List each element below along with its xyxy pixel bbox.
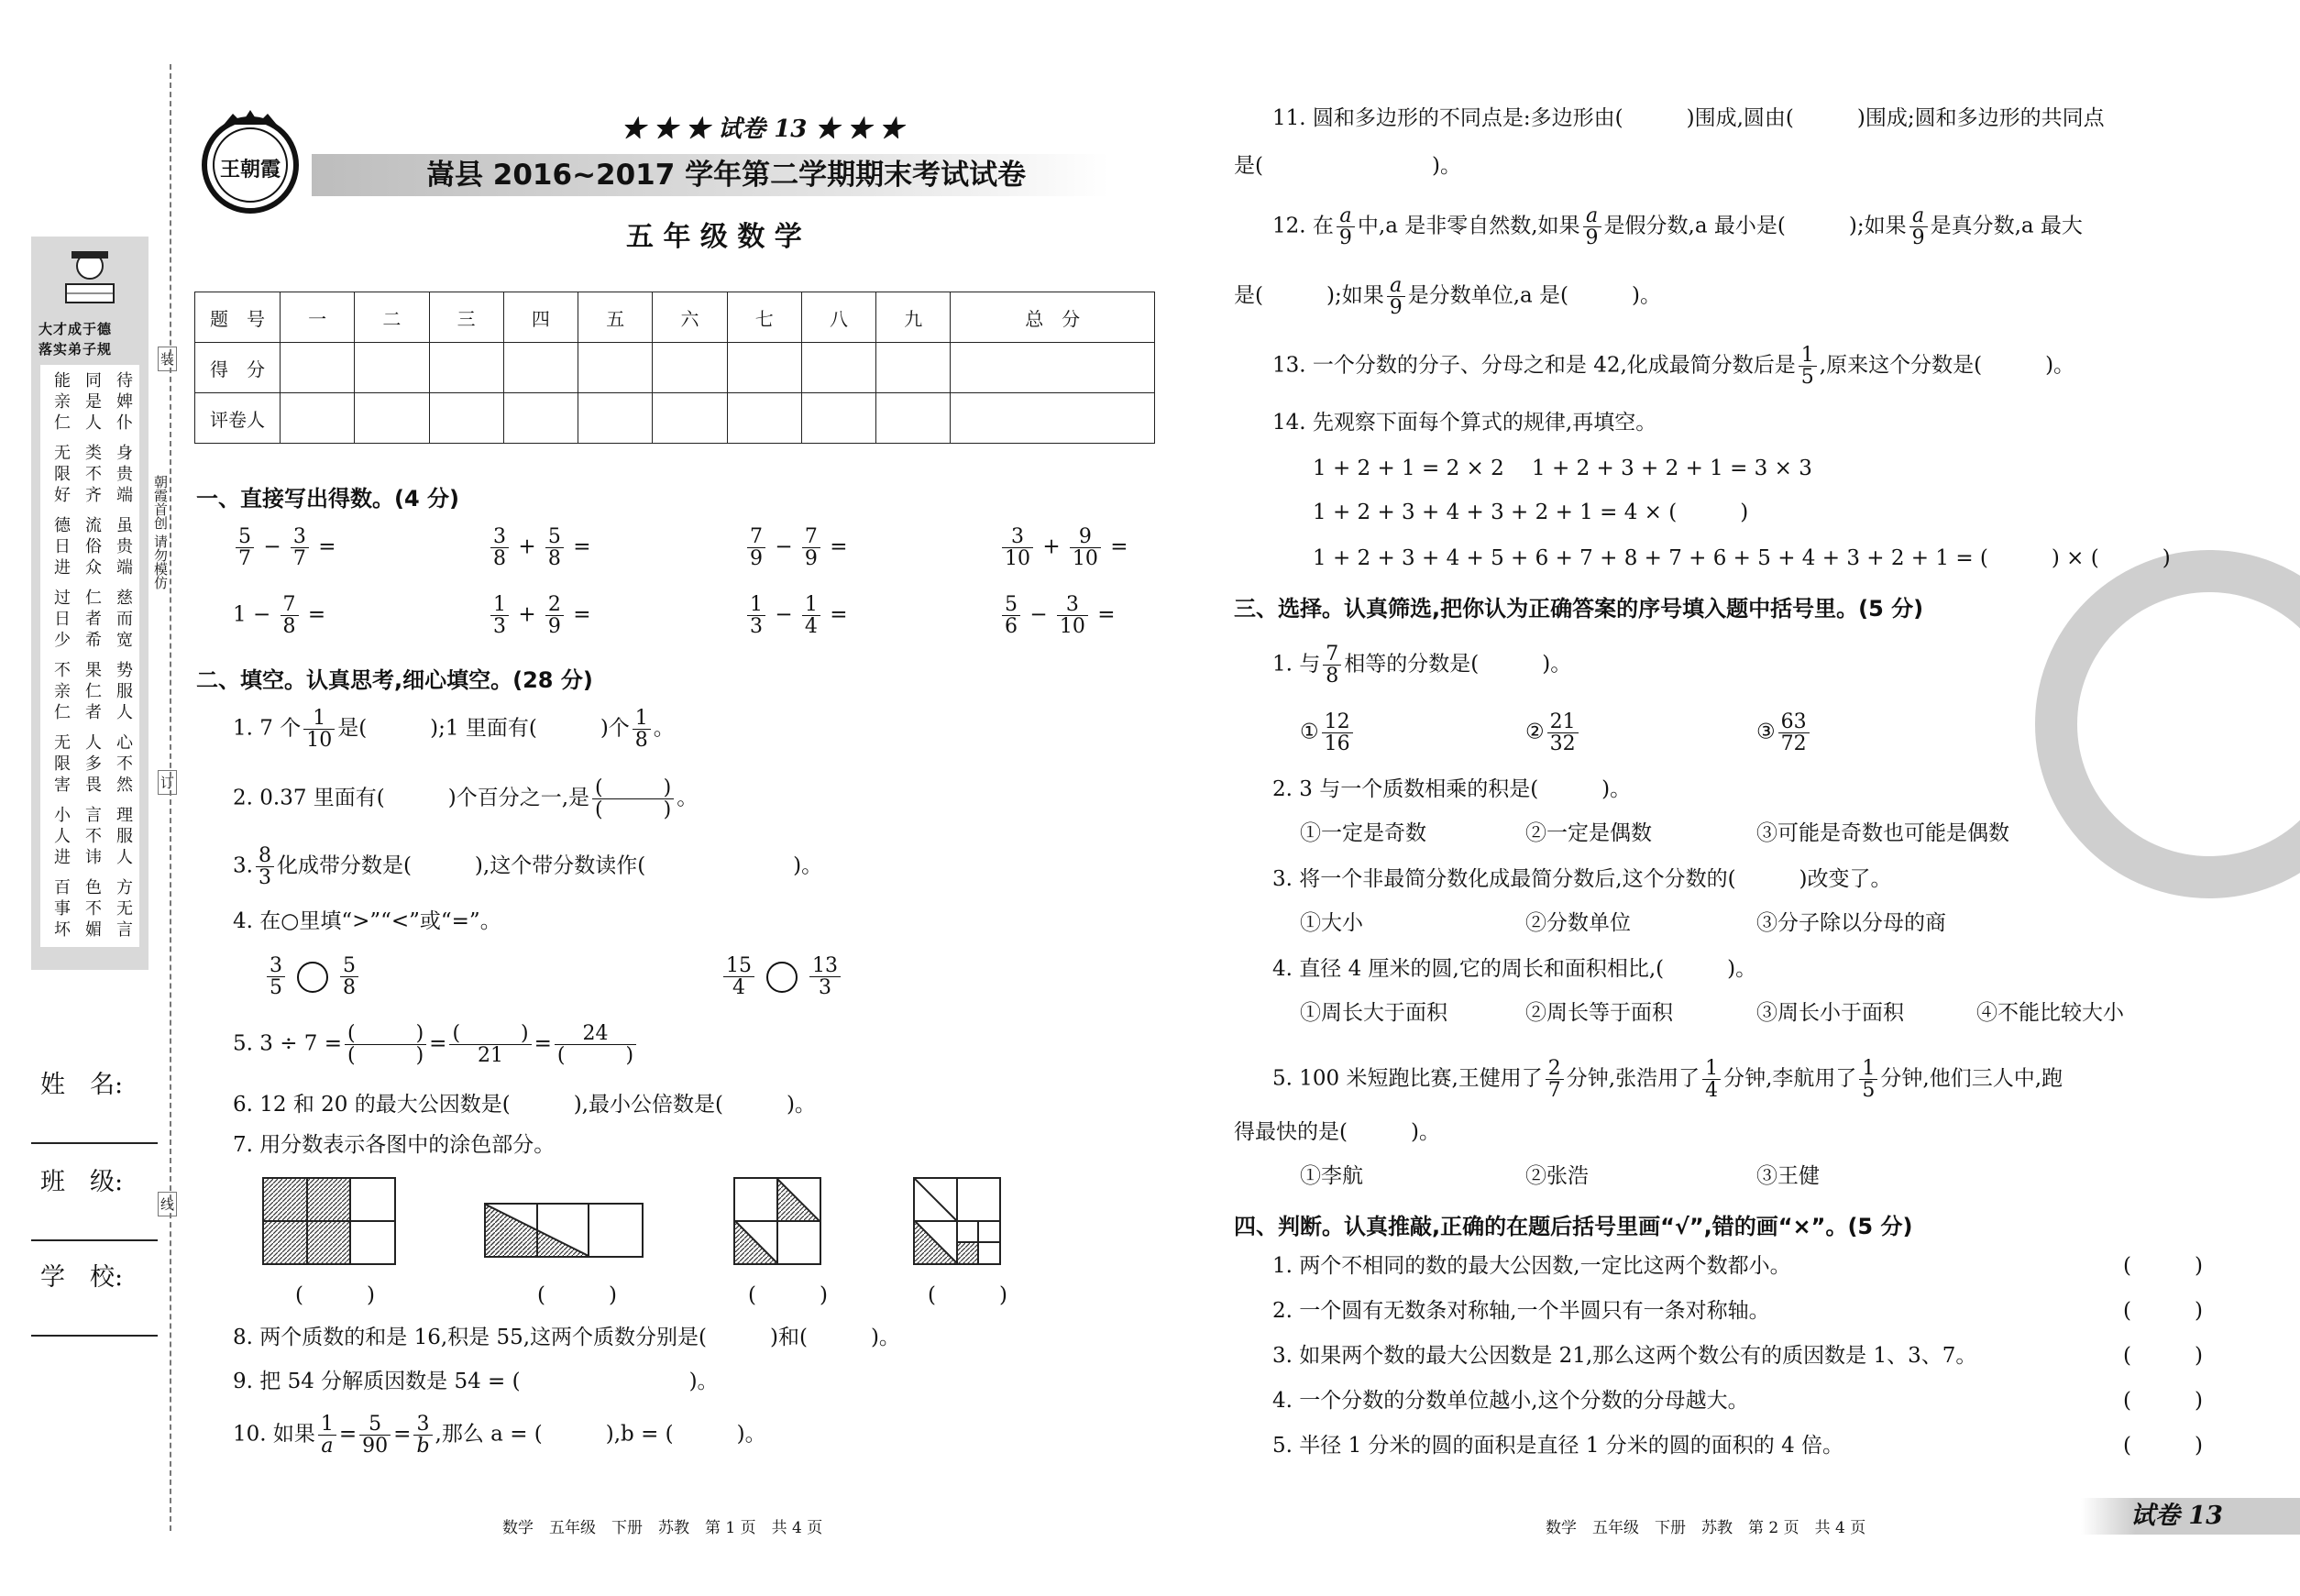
arithmetic-item: $\frac{7}{9}$ − $\frac{7}{9}$ = bbox=[744, 526, 848, 569]
q3-4-option-3[interactable]: ③周长小于面积 bbox=[1756, 1001, 1904, 1025]
school-label: 学 校: bbox=[40, 1263, 124, 1292]
class-label: 班 级: bbox=[40, 1168, 124, 1196]
q2-1 bbox=[233, 708, 675, 751]
q3-5-text-d: 分钟,他们三人中,跑 bbox=[1880, 1066, 2063, 1091]
motto-line-2: 落实弟子规 bbox=[39, 341, 113, 358]
q2-1-text-c: 。 bbox=[653, 716, 675, 741]
seal-char-ding: 订 bbox=[158, 770, 177, 795]
q2-6: 6. 12 和 20 的最大公因数是( ),最小公倍数是( )。 bbox=[233, 1093, 816, 1117]
sidebar-notes: 朝霞首创 请勿模仿 bbox=[152, 475, 169, 589]
q2-10-text-a: 10. 如果 bbox=[233, 1422, 315, 1447]
judge-item: 4. 一个分数的分数单位越小,这个分数的分母越大。 bbox=[1272, 1389, 1749, 1413]
score-input-cell[interactable] bbox=[727, 343, 801, 393]
secret-watermark-icon bbox=[2035, 550, 2300, 898]
q2-7: 7. 用分数表示各图中的涂色部分。 bbox=[233, 1133, 556, 1157]
q3-2-option-1[interactable]: ①一定是奇数 bbox=[1300, 821, 1426, 845]
compare-circle[interactable] bbox=[766, 962, 798, 993]
compare-circle[interactable] bbox=[297, 962, 328, 993]
fraction: $\frac{5}{8}$ bbox=[340, 955, 358, 998]
arithmetic-item: $\frac{3}{10}$ + $\frac{9}{10}$ = bbox=[999, 526, 1128, 569]
motto-column: 无限好 bbox=[54, 444, 71, 505]
class-line[interactable] bbox=[31, 1239, 158, 1241]
arithmetic-item: $\frac{5}{6}$ − $\frac{3}{10}$ = bbox=[999, 594, 1116, 637]
motto-column: 言不讳 bbox=[85, 806, 102, 867]
q2-12-text-f: 是分数单位,a 是( )。 bbox=[1407, 283, 1661, 308]
grader-input-cell[interactable] bbox=[578, 393, 653, 444]
motto-column: 身贵端 bbox=[116, 444, 133, 505]
fraction: $\frac{8}{3}$ bbox=[256, 845, 274, 888]
motto-column: 同是人 bbox=[85, 371, 102, 433]
score-input-cell[interactable] bbox=[503, 343, 578, 393]
fraction: $\frac{7}{9}$ bbox=[747, 526, 765, 569]
q3-5-option-3[interactable]: ③王健 bbox=[1756, 1164, 1820, 1188]
score-cell: 四 bbox=[503, 292, 578, 343]
q2-13-text-b: ,原来这个分数是( )。 bbox=[1819, 353, 2075, 378]
score-cell: 五 bbox=[578, 292, 653, 343]
q3-4-option-2[interactable]: ②周长等于面积 bbox=[1525, 1001, 1673, 1025]
section3-title: 三、选择。认真筛选,把你认为正确答案的序号填入题中括号里。(5 分) bbox=[1234, 596, 1924, 622]
fraction: $\frac{1}{10}$ bbox=[303, 708, 335, 751]
section2-title: 二、填空。认真思考,细心填空。(28 分) bbox=[196, 667, 593, 693]
q2-1-text-b: 是( );1 里面有( )个 bbox=[337, 716, 630, 741]
fraction: $\frac{3}{b}$ bbox=[413, 1414, 432, 1457]
subject-title: 五 年 级 数 学 bbox=[626, 221, 802, 253]
score-cell: 七 bbox=[727, 292, 801, 343]
fraction: $\frac{1}{8}$ bbox=[633, 708, 651, 751]
grader-input-cell[interactable] bbox=[653, 393, 727, 444]
motto-column: 百事坏 bbox=[54, 878, 71, 940]
blank-fraction[interactable]: $\frac{24}{( )}$ bbox=[555, 1023, 636, 1066]
figure-rectangle-grid bbox=[262, 1177, 396, 1265]
judge-item: 2. 一个圆有无数条对称轴,一个半圆只有一条对称轴。 bbox=[1272, 1299, 1770, 1323]
motto-column: 虽贵端 bbox=[116, 516, 133, 578]
fraction: $\frac{1}{4}$ bbox=[1702, 1058, 1721, 1101]
q2-4-compare-2 bbox=[721, 955, 843, 998]
q3-5-option-1[interactable]: ①李航 bbox=[1300, 1164, 1363, 1188]
fraction: $\frac{13}{3}$ bbox=[809, 955, 841, 998]
grader-input-cell[interactable] bbox=[951, 393, 1155, 444]
motto-column: 待婢仆 bbox=[116, 371, 133, 433]
brand-logo-text: 王朝霞 bbox=[219, 158, 281, 182]
q2-7-answer-2[interactable]: ( ) bbox=[537, 1283, 617, 1307]
judge-answer-paren[interactable]: ( ) bbox=[2123, 1344, 2203, 1368]
fraction: $\frac{7}{8}$ bbox=[1323, 644, 1341, 687]
grader-input-cell[interactable] bbox=[429, 393, 503, 444]
score-input-cell[interactable] bbox=[281, 343, 355, 393]
arithmetic-item: $\frac{3}{8}$ + $\frac{5}{8}$ = bbox=[488, 526, 591, 569]
judge-item: 5. 半径 1 分米的圆的面积是直径 1 分米的圆的面积的 4 倍。 bbox=[1272, 1434, 1844, 1458]
page-title: 嵩县 2016~2017 学年第二学期期末考试试卷 bbox=[426, 159, 1027, 192]
motto-column: 方无言 bbox=[116, 878, 133, 940]
score-row-label: 得 分 bbox=[195, 343, 281, 393]
q2-2-text-b: 。 bbox=[677, 786, 699, 810]
fraction: $\frac{5}{6}$ bbox=[1002, 594, 1020, 637]
score-cell: 六 bbox=[653, 292, 727, 343]
school-line[interactable] bbox=[31, 1335, 158, 1337]
score-input-cell[interactable] bbox=[876, 343, 951, 393]
grader-input-cell[interactable] bbox=[727, 393, 801, 444]
section1-title: 一、直接写出得数。(4 分) bbox=[196, 486, 459, 512]
q3-5-text-b: 分钟,张浩用了 bbox=[1566, 1066, 1700, 1091]
arithmetic-item: $\frac{1}{3}$ + $\frac{2}{9}$ = bbox=[488, 594, 591, 637]
seal-char-zhuang: 装 bbox=[158, 347, 177, 371]
q2-1-text-a: 1. 7 个 bbox=[233, 716, 302, 741]
q2-14-line2: 1 + 2 + 3 + 4 + 3 + 2 + 1 = 4 × ( ) bbox=[1313, 501, 1749, 524]
q3-3-option-1[interactable]: ①大小 bbox=[1300, 911, 1363, 935]
q3-5-option-2[interactable]: ②张浩 bbox=[1525, 1164, 1589, 1188]
fraction: $\frac{1}{3}$ bbox=[747, 594, 765, 637]
fraction: $\frac{9}{10}$ bbox=[1070, 526, 1101, 569]
judge-answer-paren[interactable]: ( ) bbox=[2123, 1254, 2203, 1278]
q3-2-option-2[interactable]: ②一定是偶数 bbox=[1525, 821, 1652, 845]
motto-column: 无限害 bbox=[54, 733, 71, 795]
binding-dashed-line bbox=[170, 64, 171, 1531]
name-line[interactable] bbox=[31, 1142, 158, 1144]
fraction: $\frac{5}{90}$ bbox=[359, 1414, 391, 1457]
score-cell: 三 bbox=[429, 292, 503, 343]
q2-5-eq2: = bbox=[534, 1031, 552, 1056]
arithmetic-item: $\frac{1}{3}$ − $\frac{1}{4}$ = bbox=[744, 594, 848, 637]
q3-5-line1 bbox=[1272, 1058, 2063, 1101]
q2-12-text-e: 是( );如果 bbox=[1234, 283, 1384, 308]
q3-1-option-3[interactable]: ③ $\frac{63}{72}$ bbox=[1756, 711, 1812, 754]
score-input-cell[interactable] bbox=[578, 343, 653, 393]
fraction: $\frac{a}{9}$ bbox=[1583, 205, 1601, 248]
judge-answer-paren[interactable]: ( ) bbox=[2123, 1389, 2203, 1413]
motto-column: 流俗众 bbox=[85, 516, 102, 578]
q2-3-text-a: 3. bbox=[233, 853, 253, 878]
q3-4-option-1[interactable]: ①周长大于面积 bbox=[1300, 1001, 1447, 1025]
q3-3: 3. 将一个非最简分数化成最简分数后,这个分数的( )改变了。 bbox=[1272, 867, 1892, 891]
fraction: $\frac{a}{9}$ bbox=[1909, 205, 1928, 248]
q3-1 bbox=[1272, 644, 1571, 687]
fraction: $\frac{a}{9}$ bbox=[1387, 275, 1405, 318]
fraction: $\frac{3}{10}$ bbox=[1002, 526, 1033, 569]
q2-8: 8. 两个质数的和是 16,积是 55,这两个质数分别是( )和( )。 bbox=[233, 1326, 900, 1349]
motto-line-1: 大才成于德 bbox=[39, 321, 113, 337]
score-table bbox=[194, 292, 1155, 444]
judge-item: 3. 如果两个数的最大公因数是 21,那么这两个数公有的质因数是 1、3、7。 bbox=[1272, 1344, 1977, 1368]
q2-10 bbox=[233, 1414, 766, 1457]
grader-input-cell[interactable] bbox=[281, 393, 355, 444]
fraction: $\frac{3}{10}$ bbox=[1057, 594, 1088, 637]
motto-column: 类不齐 bbox=[85, 444, 102, 505]
figure-square-nested bbox=[913, 1177, 1001, 1265]
motto-column: 色不媚 bbox=[85, 878, 102, 940]
motto-column: 小人进 bbox=[54, 806, 71, 867]
fraction: $\frac{1}{4}$ bbox=[802, 594, 820, 637]
paper-badge bbox=[2081, 1498, 2300, 1535]
figure-square-triangles bbox=[733, 1177, 821, 1265]
q3-3-option-2[interactable]: ②分数单位 bbox=[1525, 911, 1631, 935]
q3-2: 2. 3 与一个质数相乘的积是( )。 bbox=[1272, 777, 1632, 801]
judge-item: 1. 两个不相同的数的最大公因数,一定比这两个数都小。 bbox=[1272, 1254, 1791, 1278]
q2-10-text-d: ,那么 a = ( ),b = ( )。 bbox=[435, 1422, 766, 1447]
score-cell: 一 bbox=[281, 292, 355, 343]
q2-7-answer-1[interactable]: ( ) bbox=[295, 1283, 375, 1307]
score-table-header-row bbox=[195, 292, 1155, 343]
score-input-cell[interactable] bbox=[429, 343, 503, 393]
motto-column: 人多畏 bbox=[85, 733, 102, 795]
paper-number: ★ ★ ★ 试卷 13 ★ ★ ★ bbox=[622, 116, 904, 143]
q3-1-text-a: 1. 与 bbox=[1272, 652, 1321, 677]
grader-input-cell[interactable] bbox=[801, 393, 875, 444]
q2-12-line2 bbox=[1234, 275, 1661, 318]
q2-14-line3: 1 + 2 + 3 + 4 + 5 + 6 + 7 + 8 + 7 + 6 + 5 + 4 + 3 + 2 + 1 = ( ) × ( ) bbox=[1313, 546, 2171, 570]
judge-answer-paren[interactable]: ( ) bbox=[2123, 1299, 2203, 1323]
q3-4: 4. 直径 4 厘米的圆,它的周长和面积相比,( )。 bbox=[1272, 957, 1757, 981]
fraction: $\frac{15}{4}$ bbox=[723, 955, 754, 998]
blank-fraction[interactable]: $\frac{( )}{( )}$ bbox=[592, 777, 674, 820]
q3-3-option-3[interactable]: ③分子除以分母的商 bbox=[1756, 911, 1946, 935]
score-cell: 题 号 bbox=[195, 292, 281, 343]
motto-column: 过日少 bbox=[54, 589, 71, 650]
score-cell: 总 分 bbox=[951, 292, 1155, 343]
fraction: $\frac{7}{9}$ bbox=[802, 526, 820, 569]
q2-7-answer-4[interactable]: ( ) bbox=[928, 1283, 1007, 1307]
motto-column: 仁者希 bbox=[85, 589, 102, 650]
q3-2-option-3[interactable]: ③可能是奇数也可能是偶数 bbox=[1756, 821, 2009, 845]
score-cell: 九 bbox=[876, 292, 951, 343]
score-cell: 八 bbox=[801, 292, 875, 343]
q2-13-text-a: 13. 一个分数的分子、分母之和是 42,化成最简分数后是 bbox=[1272, 353, 1796, 378]
q2-12-text-d: 是真分数,a 最大 bbox=[1930, 214, 2083, 238]
motto-column: 心不然 bbox=[116, 733, 133, 795]
fraction: $\frac{1}{5}$ bbox=[1799, 345, 1817, 388]
motto-column: 果仁者 bbox=[85, 661, 102, 722]
fraction: $\frac{5}{8}$ bbox=[545, 526, 564, 569]
q2-5-text-a: 5. 3 ÷ 7 = bbox=[233, 1031, 342, 1056]
score-table-score-row bbox=[195, 343, 1155, 393]
q2-10-eq: = bbox=[338, 1422, 358, 1447]
q2-13 bbox=[1272, 345, 2074, 388]
q3-1-option-1[interactable]: ① $\frac{12}{16}$ bbox=[1300, 711, 1356, 754]
q2-9: 9. 把 54 分解质因数是 54 = ( )。 bbox=[233, 1370, 719, 1393]
motto-column: 不亲仁 bbox=[54, 661, 71, 722]
page-footer-right: 数学 五年级 下册 苏教 第 2 页 共 4 页 bbox=[1546, 1519, 1866, 1537]
judge-answer-paren[interactable]: ( ) bbox=[2123, 1434, 2203, 1458]
motto-column: 势服人 bbox=[116, 661, 133, 722]
score-input-cell[interactable] bbox=[653, 343, 727, 393]
fraction: $\frac{1}{3}$ bbox=[490, 594, 509, 637]
name-label: 姓 名: bbox=[40, 1071, 124, 1099]
fraction: $\frac{2}{7}$ bbox=[1546, 1058, 1564, 1101]
figure-strip-triangle bbox=[484, 1203, 644, 1258]
q2-12-text-c: 是假分数,a 最小是( );如果 bbox=[1603, 214, 1907, 238]
q3-4-option-4[interactable]: ④不能比较大小 bbox=[1976, 1001, 2124, 1025]
q2-7-answer-3[interactable]: ( ) bbox=[748, 1283, 828, 1307]
q2-3 bbox=[233, 845, 822, 888]
score-input-cell[interactable] bbox=[951, 343, 1155, 393]
seal-char-xian: 线 bbox=[158, 1192, 177, 1216]
score-cell: 二 bbox=[355, 292, 429, 343]
page-footer-left: 数学 五年级 下册 苏教 第 1 页 共 4 页 bbox=[502, 1519, 823, 1537]
blank-fraction[interactable]: $\frac{( )}{21}$ bbox=[449, 1023, 531, 1066]
q2-14-line1: 1 + 2 + 1 = 2 × 2 1 + 2 + 3 + 2 + 1 = 3 × 3 bbox=[1313, 457, 1812, 480]
grader-input-cell[interactable] bbox=[876, 393, 951, 444]
q2-11-line1: 11. 圆和多边形的不同点是:多边形由( )围成,圆由( )围成;圆和多边形的共同点 bbox=[1272, 106, 2105, 130]
score-table-grader-row bbox=[195, 393, 1155, 444]
blank-fraction[interactable]: $\frac{( )}{( )}$ bbox=[345, 1023, 426, 1066]
arithmetic-item: $\frac{5}{7}$ − $\frac{3}{7}$ = bbox=[233, 526, 336, 569]
section4-title: 四、判断。认真推敲,正确的在题后括号里画“√”,错的画“×”。(5 分) bbox=[1234, 1214, 1913, 1239]
q3-5-text-a: 5. 100 米短跑比赛,王健用了 bbox=[1272, 1066, 1543, 1091]
q2-12-text-a: 12. 在 bbox=[1272, 214, 1334, 238]
grader-input-cell[interactable] bbox=[503, 393, 578, 444]
q3-1-text-b: 相等的分数是( )。 bbox=[1344, 652, 1572, 677]
q2-2 bbox=[233, 777, 698, 820]
score-input-cell[interactable] bbox=[355, 343, 429, 393]
fraction: $\frac{a}{9}$ bbox=[1337, 205, 1355, 248]
q2-12-text-b: 中,a 是非零自然数,如果 bbox=[1357, 214, 1580, 238]
student-cartoon-icon bbox=[59, 246, 121, 310]
motto-column: 理服人 bbox=[116, 806, 133, 867]
q2-2-text-a: 2. 0.37 里面有( )个百分之一,是 bbox=[233, 786, 590, 810]
q2-10-eq2: = bbox=[393, 1422, 412, 1447]
fraction: $\frac{3}{5}$ bbox=[267, 955, 285, 998]
q2-12-line1 bbox=[1272, 205, 2083, 248]
score-input-cell[interactable] bbox=[801, 343, 875, 393]
fraction: $\frac{1}{a}$ bbox=[318, 1414, 336, 1457]
paper-badge-text: 试卷 13 bbox=[2130, 1502, 2223, 1530]
motto-column: 慈而宽 bbox=[116, 589, 133, 650]
q3-5-text-c: 分钟,李航用了 bbox=[1723, 1066, 1857, 1091]
arithmetic-item: 1 − $\frac{7}{8}$ = bbox=[233, 593, 326, 639]
grader-input-cell[interactable] bbox=[355, 393, 429, 444]
q2-4-compare-1 bbox=[264, 955, 361, 998]
q2-11-line2: 是( )。 bbox=[1234, 154, 1461, 178]
q3-1-option-2[interactable]: ② $\frac{21}{32}$ bbox=[1525, 711, 1581, 754]
q3-5-line2: 得最快的是( )。 bbox=[1234, 1120, 1440, 1144]
fraction: $\frac{2}{9}$ bbox=[545, 594, 564, 637]
grader-row-label: 评卷人 bbox=[195, 393, 281, 444]
q2-5 bbox=[233, 1023, 639, 1066]
fraction: $\frac{1}{5}$ bbox=[1859, 1058, 1877, 1101]
fraction: $\frac{7}{8}$ bbox=[281, 594, 299, 637]
motto-column: 德日进 bbox=[54, 516, 71, 578]
fraction: $\frac{3}{8}$ bbox=[490, 526, 509, 569]
q2-4: 4. 在○里填“>”“<”或“=”。 bbox=[233, 909, 501, 933]
motto-column: 能亲仁 bbox=[54, 371, 71, 433]
fraction: $\frac{5}{7}$ bbox=[236, 526, 254, 569]
q2-5-eq: = bbox=[429, 1031, 447, 1056]
fraction: $\frac{3}{7}$ bbox=[291, 526, 309, 569]
q2-14: 14. 先观察下面每个算式的规律,再填空。 bbox=[1272, 411, 1657, 435]
q2-3-text-b: 化成带分数是( ),这个带分数读作( )。 bbox=[276, 853, 823, 878]
brand-logo bbox=[196, 108, 304, 216]
